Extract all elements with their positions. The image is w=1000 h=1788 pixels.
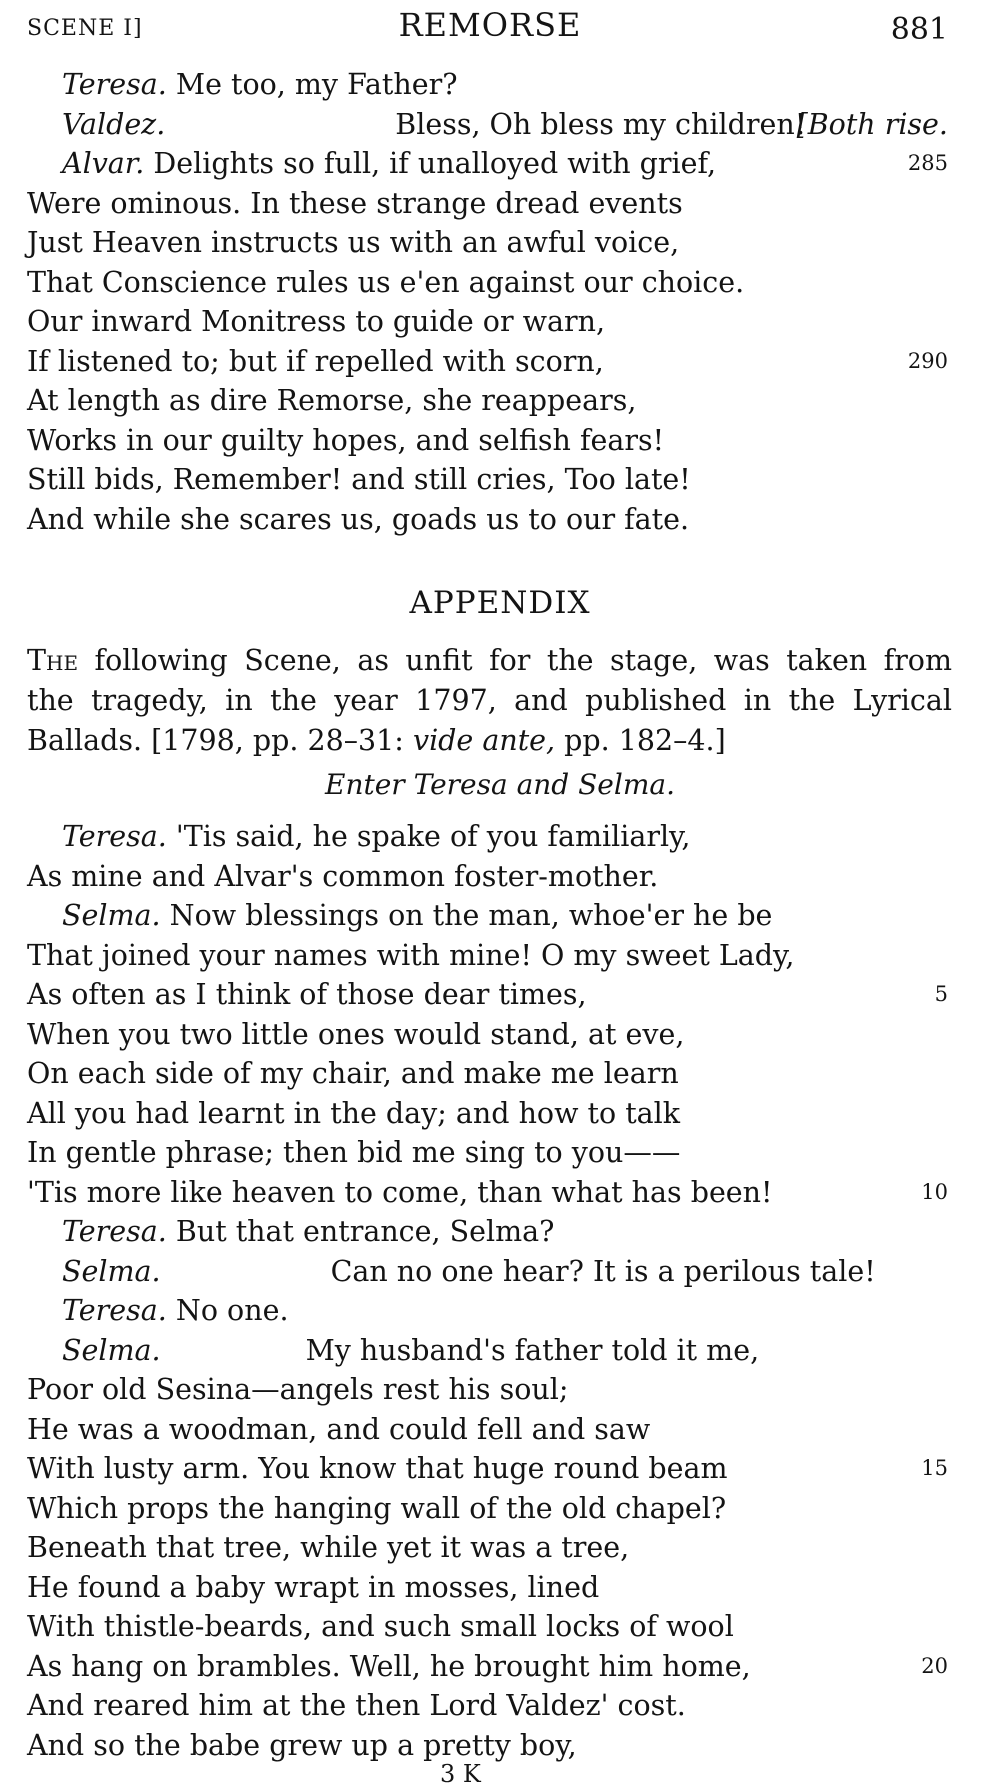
line-text: With thistle-beards, and such small locks of wool [27, 1610, 734, 1643]
verse-line [0, 936, 1000, 976]
verse-line [0, 817, 1000, 857]
line-text: All you had learnt in the day; and how to talk [27, 1096, 681, 1130]
speaker-name: Selma. [62, 1333, 161, 1367]
verse-line [0, 105, 1000, 145]
line-text: He found a baby wrapt in mosses, lined [27, 1570, 600, 1604]
line-text: Works in our guilty hopes, and selfish fears! [27, 423, 665, 457]
line-text: As mine and Alvar's common foster-mother. [27, 859, 659, 893]
verse-line [0, 1212, 1000, 1252]
running-title: REMORSE [398, 6, 582, 44]
speaker-name: Teresa. [62, 1294, 167, 1327]
verse-line [0, 1410, 1000, 1450]
line-text: If listened to; but if repelled with scorn, [27, 344, 604, 378]
verse-line [0, 421, 1000, 461]
verse-line [0, 460, 1000, 500]
line-number: 10 [921, 1179, 948, 1204]
line-text: And reared him at the then Lord Valdez' cost. [27, 1689, 686, 1722]
verse-line [0, 1331, 1000, 1371]
verse-line [0, 975, 1000, 1015]
speaker-name: Teresa. [62, 820, 167, 853]
verse-line [0, 1252, 1000, 1292]
line-text: Delights so full, if unalloyed with grief, [153, 147, 717, 180]
verse-line [0, 500, 1000, 540]
speaker-name: Teresa. [62, 1215, 167, 1248]
verse-line [0, 144, 1000, 184]
line-text: And so the babe grew up a pretty boy, [27, 1728, 577, 1762]
line-text: Our inward Monitress to guide or warn, [27, 305, 606, 338]
signature-mark: 3 K [440, 1760, 481, 1788]
line-text: As hang on brambles. Well, he brought him home, [27, 1649, 751, 1683]
stage-direction-inline: [Both rise. [796, 107, 948, 141]
verse-line [0, 1607, 1000, 1647]
line-text: Me too, my Father? [175, 68, 458, 101]
line-text: That Conscience rules us e'en against our choice. [27, 265, 745, 299]
line-text: My husband's father told it me, [305, 1333, 760, 1367]
line-text: Bless, Oh bless my children! [395, 107, 807, 141]
line-text: Poor old Sesina—angels rest his soul; [27, 1373, 569, 1406]
intro-line: Ballads. [1798, pp. 28–31: vide ante, pp. 182–4.] [27, 724, 726, 757]
speaker-name: Selma. [62, 899, 161, 932]
speaker-name: Valdez. [62, 107, 166, 141]
line-text: That joined your names with mine! O my sweet Lady, [27, 938, 795, 972]
verse-line [0, 263, 1000, 303]
verse-line [0, 1568, 1000, 1608]
scene-verse [0, 65, 1000, 539]
line-text: No one. [175, 1294, 289, 1327]
line-text: Can no one hear? It is a perilous tale! [330, 1254, 876, 1288]
verse-line [0, 1686, 1000, 1726]
line-text: But that entrance, Selma? [175, 1215, 555, 1248]
line-number: 5 [934, 982, 948, 1006]
intro-line: The following Scene, as unfit for the stage, was taken from [27, 644, 952, 677]
line-text: Still bids, Remember! and still cries, Too late! [27, 463, 691, 496]
verse-line [0, 1054, 1000, 1094]
verse-line [0, 1528, 1000, 1568]
verse-line [0, 1726, 1000, 1766]
line-text: When you two little ones would stand, at eve, [27, 1017, 685, 1051]
line-number: 15 [921, 1456, 948, 1480]
verse-line [0, 1370, 1000, 1410]
verse-line [0, 381, 1000, 421]
line-text: And while she scares us, goads us to our fate. [27, 502, 690, 536]
verse-line [0, 65, 1000, 105]
verse-line [0, 857, 1000, 897]
line-text: Just Heaven instructs us with an awful voice, [27, 226, 680, 259]
running-header [0, 0, 1000, 60]
line-text: At length as dire Remorse, she reappears, [27, 384, 637, 417]
line-text: Now blessings on the man, whoe'er he be [169, 899, 773, 932]
appendix-intro [27, 641, 952, 761]
line-number: 285 [907, 151, 948, 175]
speaker-name: Teresa. [62, 68, 167, 101]
verse-line [0, 223, 1000, 263]
verse-line [0, 342, 1000, 382]
line-text: He was a woodman, and could fell and saw [27, 1412, 651, 1446]
line-text: With lusty arm. You know that huge round beam [27, 1452, 728, 1485]
appendix-heading: APPENDIX [409, 585, 591, 621]
line-text: As often as I think of those dear times, [27, 978, 587, 1011]
line-text: In gentle phrase; then bid me sing to you—— [27, 1136, 681, 1169]
line-text: Which props the hanging wall of the old chapel? [27, 1491, 727, 1525]
scene-label: SCENE I] [27, 16, 143, 41]
line-text: Were ominous. In these strange dread events [27, 186, 683, 220]
speaker-name: Alvar. [62, 147, 145, 180]
appendix-verse [0, 817, 1000, 1765]
line-text: 'Tis more like heaven to come, than what has been! [27, 1175, 773, 1209]
line-text: On each side of my chair, and make me learn [27, 1057, 679, 1090]
verse-line [0, 184, 1000, 224]
verse-line [0, 1291, 1000, 1331]
verse-line [0, 1489, 1000, 1529]
verse-line [0, 1449, 1000, 1489]
line-text: 'Tis said, he spake of you familiarly, [175, 820, 691, 853]
verse-line [0, 1094, 1000, 1134]
verse-line [0, 302, 1000, 342]
verse-line [0, 1173, 1000, 1213]
line-number: 290 [907, 348, 948, 373]
speaker-name: Selma. [62, 1254, 161, 1288]
page-number: 881 [890, 12, 948, 47]
line-number: 20 [921, 1653, 948, 1678]
intro-line: the tragedy, in the year 1797, and published in the Lyrical [27, 684, 952, 717]
verse-line [0, 1133, 1000, 1173]
verse-line [0, 1015, 1000, 1055]
stage-direction: Enter Teresa and Selma. [325, 768, 675, 801]
verse-line [0, 896, 1000, 936]
verse-line [0, 1647, 1000, 1687]
line-text: Beneath that tree, while yet it was a tree, [27, 1531, 630, 1564]
